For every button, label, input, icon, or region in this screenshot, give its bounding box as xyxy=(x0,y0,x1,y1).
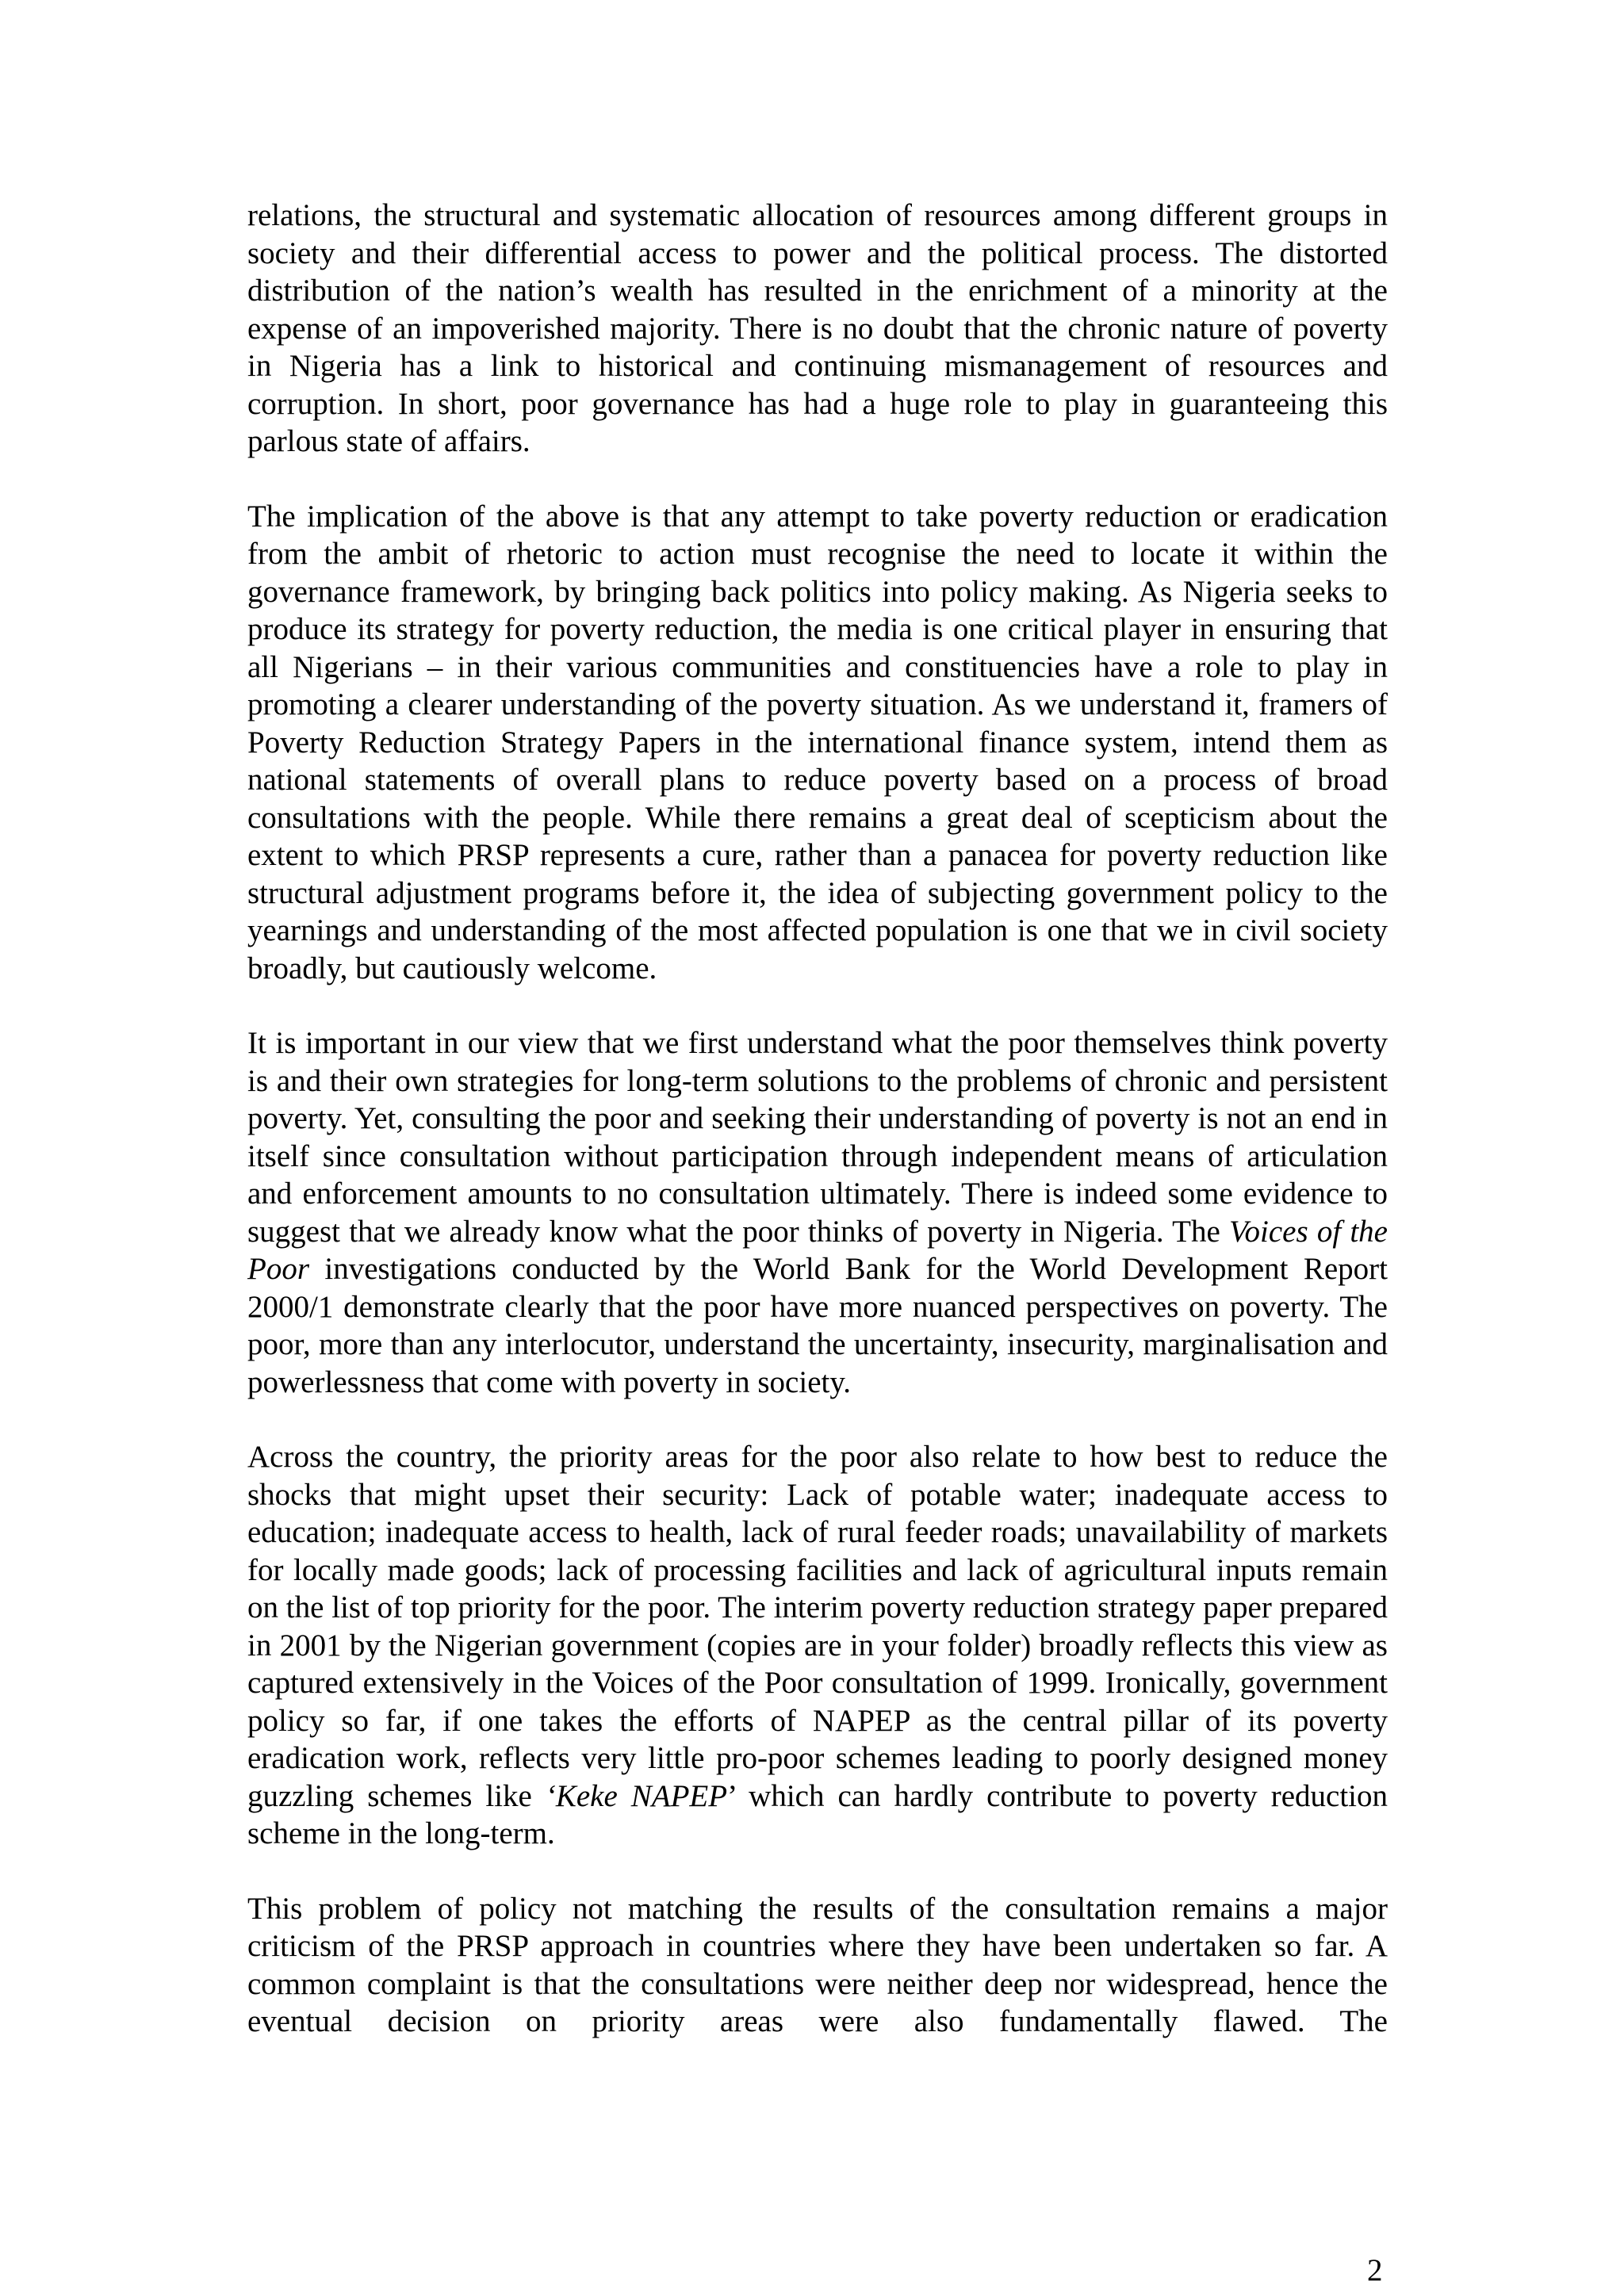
italic-term-keke-napep: ‘Keke NAPEP xyxy=(545,1778,728,1813)
text-segment: It is important in our view that we first understand what the poor themselves think poverty is and their own strategies for long-term solutions to the problems of chronic and persistent poverty. Yet, consulting the poor and seeking their understanding of poverty is not an end in itself since consultation without participation through independent means of articulation and enforcement amounts to no consultation ultimately. There is indeed some evidence to suggest that we already know what the poor thinks of poverty in Nigeria. The xyxy=(247,1026,1388,1249)
text-segment: The implication of the above is that any attempt to take poverty reduction or eradication from the ambit of rhetoric to action must recognise the need to locate it within the governance framework, by bringing back politics into policy making. As Nigeria seeks to produce its strategy for poverty reduction, the media is one critical player in ensuring that all Nigerians – in their various communities and constituencies have a role to play in promoting a clearer understanding of the poverty situation. As we understand it, framers of Poverty Reduction Strategy Papers in the international finance system, intend them as national statements of overall plans to reduce poverty based on a process of broad consultations with the people. While there remains a great deal of scepticism about the extent to which PRSP represents a cure, rather than a panacea for poverty reduction like structural adjustment programs before it, the idea of subjecting government policy to the yearnings and understanding of the most affected population is one that we in civil society broadly, but cautiously welcome. xyxy=(247,499,1388,985)
italic-title-voices-of-the-poor: Voices of the Poor xyxy=(247,1214,1388,1286)
paragraph-2 xyxy=(247,498,1388,988)
body-text xyxy=(247,197,1388,2078)
text-segment: Across the country, the priority areas for the poor also relate to how best to reduce the shocks that might upset their security: Lack of potable water; inadequate access to education; inadequate access to health, lack of rural feeder roads; unavailability of markets for locally made goods; lack of processing facilities and lack of agricultural inputs remain on the list of top priority for the poor. The interim poverty reduction strategy paper prepared in 2001 by the Nigerian government (copies are in your folder) broadly reflects this view as captured extensively in the Voices of the Poor consultation of 1999. Ironically, government policy so far, if one takes the efforts of NAPEP as the central pillar of its poverty eradication work, reflects very little pro-poor schemes leading to poorly designed money guzzling schemes like xyxy=(247,1440,1388,1813)
text-segment: relations, the structural and systematic allocation of resources among different groups in society and their differential access to power and the political process. The distorted distribution of the nation’s wealth has resulted in the enrichment of a minority at the expense of an impoverished majority. There is no doubt that the chronic nature of poverty in Nigeria has a link to historical and continuing mismanagement of resources and corruption. In short, poor governance has had a huge role to play in guaranteeing this parlous state of affairs. xyxy=(247,198,1388,458)
text-segment: investigations conducted by the World Bank for the World Development Report 2000/1 demonstrate clearly that the poor have more nuanced perspectives on poverty. The poor, more than any interlocutor, understand the uncertainty, insecurity, marginalisation and powerlessness that come with poverty in society. xyxy=(247,1252,1388,1399)
text-segment: ’ which can hardly contribute to poverty reduction scheme in the long-term. xyxy=(247,1778,1388,1850)
page-number: 2 xyxy=(1367,2253,1383,2287)
paragraph-1 xyxy=(247,197,1388,461)
paragraph-5 xyxy=(247,1890,1388,2041)
paragraph-3 xyxy=(247,1024,1388,1401)
text-segment: This problem of policy not matching the results of the consultation remains a major criticism of the PRSP approach in countries where they have been undertaken so far. A common complaint is that the consultations were neither deep nor widespread, hence the eventual decision on priority areas were also fundamentally flawed. The xyxy=(247,1891,1388,2038)
paragraph-4 xyxy=(247,1438,1388,1853)
